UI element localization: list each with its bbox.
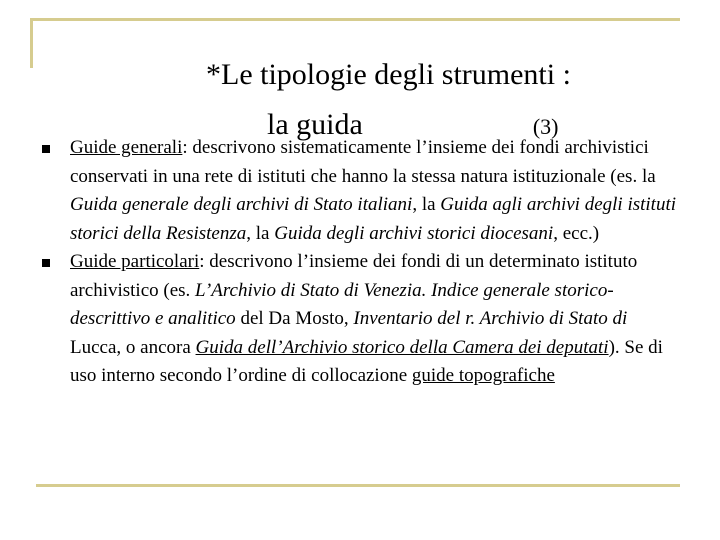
text-segment: , la — [412, 194, 441, 215]
text-segment: : descrivono l’insieme dei fondi di un determinato istituto archivistico (es. — [70, 251, 638, 301]
title-line-2-text: la guida — [267, 108, 363, 142]
square-bullet-icon — [42, 259, 50, 267]
text-segment: Lucca, o ancora — [70, 336, 196, 358]
text-segment: : descrivono sistematicamente l’insieme dei fondi archivistici conservati in una rete di istituti che hanno la stessa natura istituzionale (es. la — [70, 137, 656, 187]
term-guide-particolari: Guide particolari — [70, 251, 200, 272]
text-segment: ). Se di uso interno secondo l’ordine di collocazione — [70, 336, 663, 386]
term-guide-topografiche: guide topografiche — [411, 365, 555, 386]
frame-bottom-line — [36, 484, 680, 487]
frame-top-line — [30, 18, 680, 21]
text-segment: , ecc.) — [553, 222, 600, 244]
bullet-item-guide-particolari — [40, 248, 680, 391]
text-segment: , la — [246, 222, 275, 244]
bullet-item-guide-generali — [40, 134, 680, 248]
italic-title-underlined: Guida dell’Archivio storico della Camera dei deputati — [195, 336, 609, 358]
italic-title: Guida generale degli archivi di Stato italiani — [70, 194, 413, 215]
italic-title: Inventario del r. Archivio di Stato di — [353, 308, 628, 329]
italic-title: Guida degli archivi storici diocesani — [274, 222, 554, 244]
title-line-1: *Le tipologie degli strumenti : — [206, 58, 571, 92]
italic-title: L’Archivio di Stato di Venezia. Indice generale storico-descrittivo e analitico — [70, 279, 614, 329]
slide-number: (3) — [532, 114, 559, 140]
italic-title: Guida agli archivi degli istituti storici della Resistenza — [70, 194, 677, 244]
bullet-list — [40, 134, 680, 391]
frame-left-line — [30, 18, 33, 68]
text-segment: del Da Mosto, — [235, 308, 354, 329]
square-bullet-icon — [42, 145, 50, 153]
term-guide-generali: Guide generali — [70, 137, 183, 158]
